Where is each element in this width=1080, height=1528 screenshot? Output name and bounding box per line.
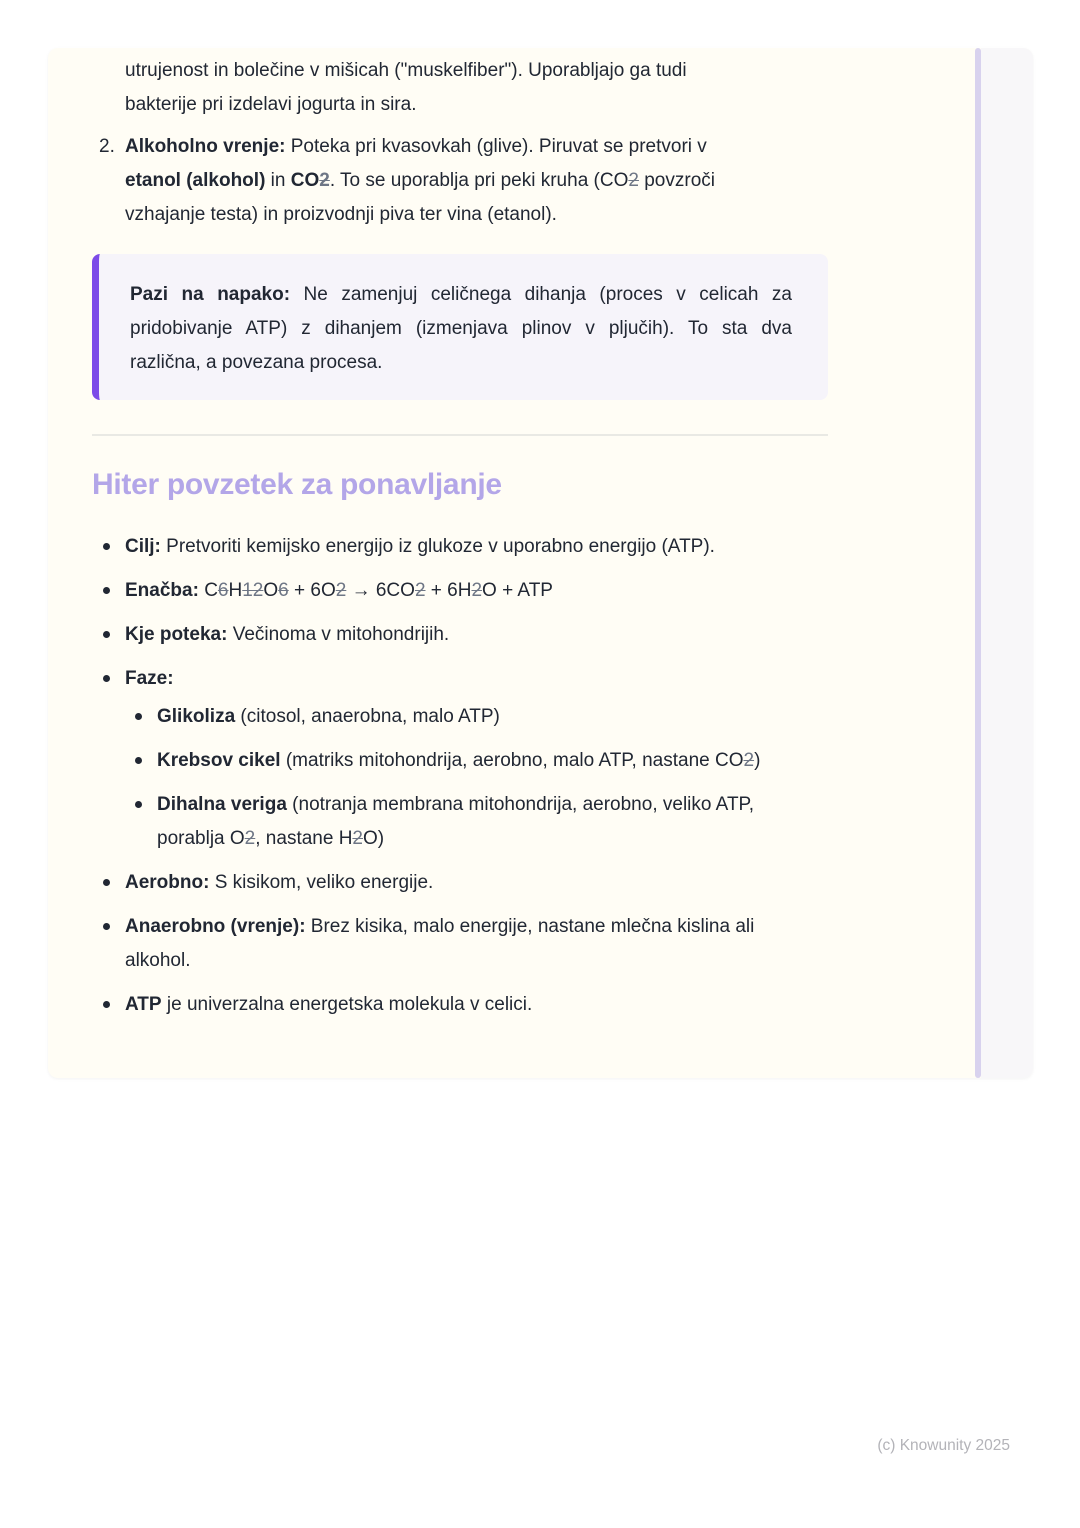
- list-item: [125, 910, 828, 978]
- text-line: alkohol.: [125, 950, 191, 971]
- list-item-text: [125, 618, 828, 652]
- text-line: Faze:: [125, 668, 174, 689]
- text-line: utrujenost in bolečine v mišicah ("muskelfiber"). Uporabljajo ga tudi: [125, 60, 687, 81]
- section-heading: Hiter povzetek za ponavljanje: [92, 468, 502, 501]
- list-item-text: [157, 788, 828, 856]
- nested-list-item: [157, 788, 828, 856]
- text-line: Cilj: Pretvoriti kemijsko energijo iz glukoze v uporabno energijo (ATP).: [125, 536, 715, 557]
- list-item: [125, 574, 828, 608]
- text-line: Krebsov cikel (matriks mitohondrija, aerobno, malo ATP, nastane CO2): [157, 750, 761, 771]
- list-item-text: [157, 700, 828, 734]
- text-line: Aerobno: S kisikom, veliko energije.: [125, 872, 434, 893]
- list-item: [125, 988, 828, 1022]
- text-line: vzhajanje testa) in proizvodnji piva ter vina (etanol).: [125, 204, 557, 225]
- list-item-text: [125, 662, 828, 696]
- paragraph-continuation: [125, 54, 828, 122]
- list-item-text: [125, 530, 828, 564]
- bullet-icon: [103, 587, 110, 594]
- copyright-footer: (c) Knowunity 2025: [877, 1437, 1010, 1454]
- text-line: Dihalna veriga (notranja membrana mitohondrija, aerobno, veliko ATP,: [157, 794, 755, 815]
- list-item-text: [157, 744, 828, 778]
- list-item-text: [125, 574, 828, 608]
- text-line: Alkoholno vrenje: Poteka pri kvasovkah (glive). Piruvat se pretvori v: [125, 136, 707, 157]
- bullet-icon: [103, 543, 110, 550]
- text-line: Glikoliza (citosol, anaerobna, malo ATP): [157, 706, 500, 727]
- text-line: Anaerobno (vrenje): Brez kisika, malo energije, nastane mlečna kislina ali: [125, 916, 755, 937]
- nested-list-item: [157, 700, 828, 734]
- text-line: bakterije pri izdelavi jogurta in sira.: [125, 94, 417, 115]
- text-line: Enačba: C6H12O6 + 6O2 → 6CO2 + 6H2O + ATP: [125, 580, 553, 601]
- bullet-icon: [103, 923, 110, 930]
- next-page-edge: [981, 48, 1033, 1078]
- text-line: etanol (alkohol) in CO2. To se uporablja pri peki kruha (CO2 povzroči: [125, 170, 715, 191]
- list-item-text: [125, 988, 828, 1022]
- callout-box: [92, 254, 828, 400]
- bullet-icon: [135, 801, 142, 808]
- text-line: porablja O2, nastane H2O): [157, 828, 385, 849]
- document-page: [48, 48, 1033, 1078]
- bullet-icon: [103, 879, 110, 886]
- list-item: [125, 662, 828, 856]
- list-item: [125, 866, 828, 900]
- text-line: Pazi na napako: Ne zamenjuj celičnega dihanja (proces v celicah za: [130, 284, 792, 305]
- list-item-text: [125, 866, 828, 900]
- nested-list: [157, 700, 828, 856]
- text-line: pridobivanje ATP) z dihanjem (izmenjava plinov v pljučih). To sta dva: [130, 318, 792, 339]
- numbered-item-text: [125, 130, 828, 232]
- summary-list: [92, 530, 828, 1022]
- section-divider: [92, 434, 828, 436]
- text-line: ATP je univerzalna energetska molekula v celici.: [125, 994, 533, 1015]
- list-number: 2.: [99, 136, 115, 157]
- document-content: [92, 48, 828, 1032]
- bullet-icon: [135, 757, 142, 764]
- bullet-icon: [135, 713, 142, 720]
- numbered-item-2: [99, 130, 828, 232]
- list-item: [125, 530, 828, 564]
- list-item-text: [125, 910, 828, 978]
- text-line: Kje poteka: Večinoma v mitohondrijih.: [125, 624, 450, 645]
- text-line: različna, a povezana procesa.: [130, 352, 383, 373]
- bullet-icon: [103, 1001, 110, 1008]
- list-item: [125, 618, 828, 652]
- bullet-icon: [103, 675, 110, 682]
- bullet-icon: [103, 631, 110, 638]
- nested-list-item: [157, 744, 828, 778]
- callout-text: [130, 278, 792, 380]
